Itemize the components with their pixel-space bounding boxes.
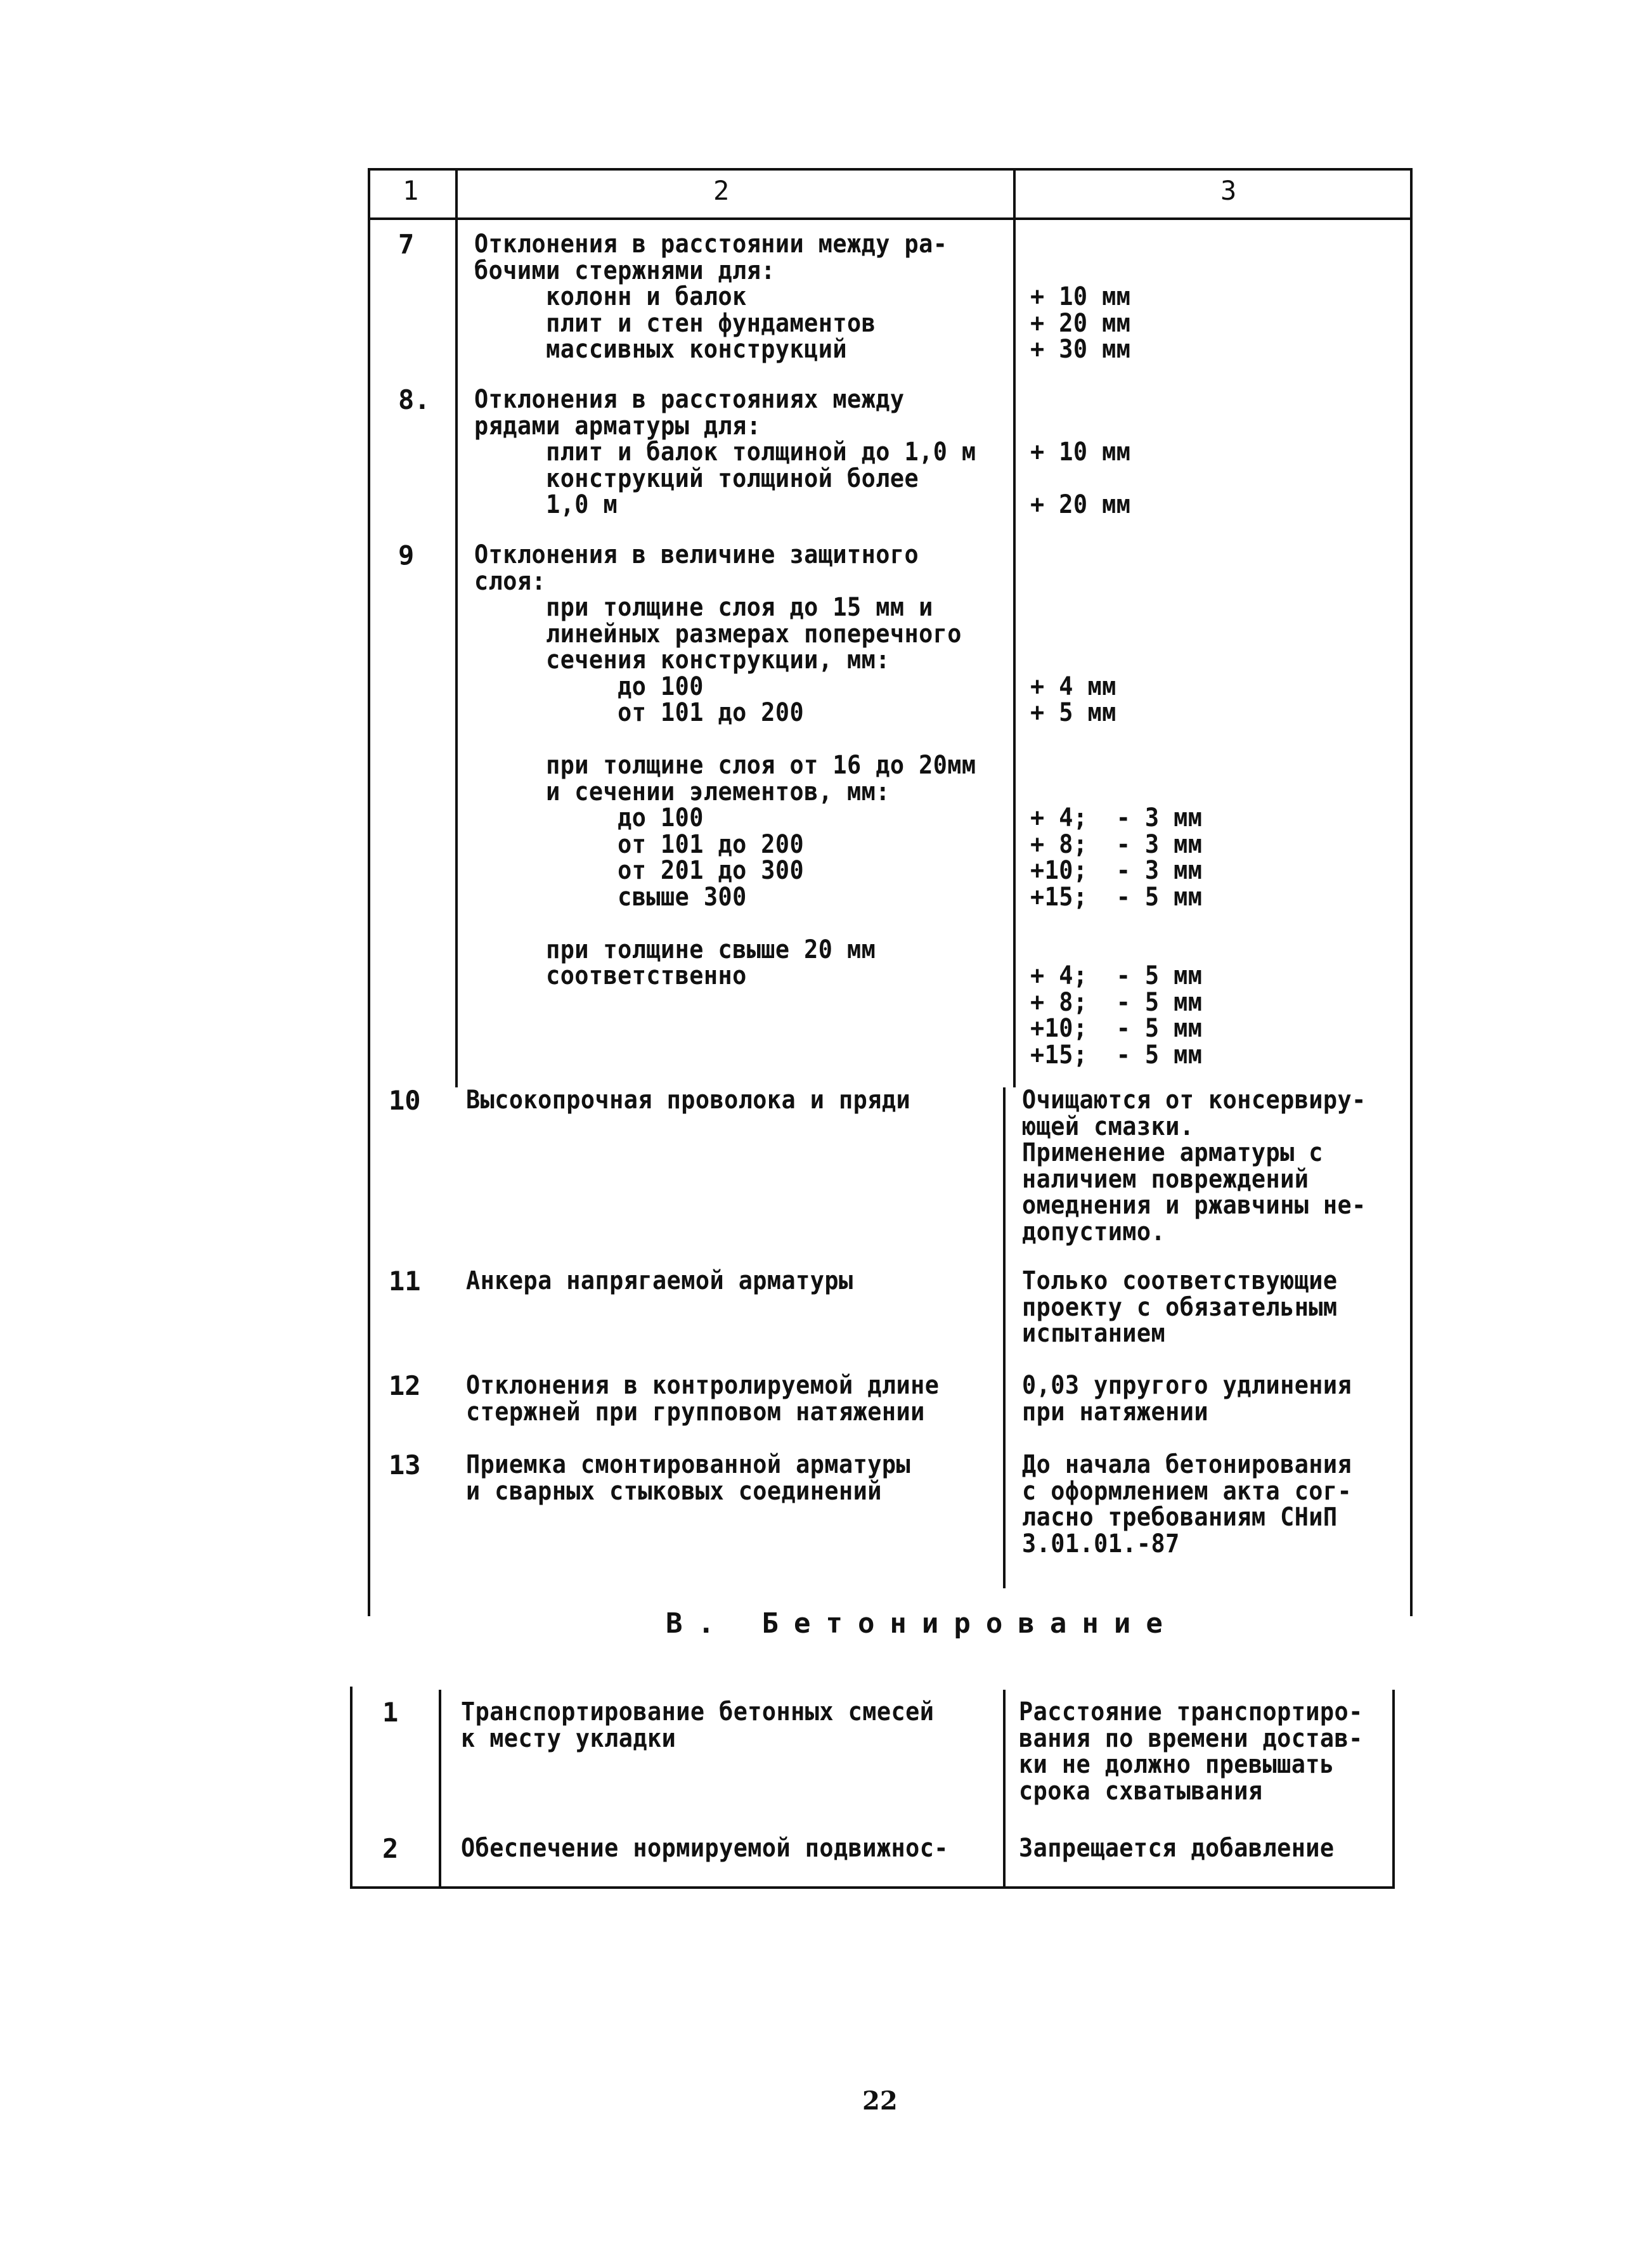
row-description: Анкера напрягаемой арматуры — [466, 1266, 853, 1295]
section-title: В. Бетонирование — [666, 1607, 1178, 1640]
row-description: Отклонения в расстоянии между ра- бочими стержнями для: колонн и балок плит и стен фундаментов массивных конструкций — [474, 230, 948, 364]
row-description: Обеспечение нормируемой подвижнос- — [461, 1834, 948, 1863]
row-description: Приемка смонтированной арматуры и сварных стыковых соединений — [466, 1450, 911, 1506]
row-value: До начала бетонирования с оформлением акта сог- ласно требованиям СНиП 3.01.01.-87 — [1022, 1450, 1352, 1558]
row-value: 0,03 упругого удлинения при натяжении — [1022, 1371, 1352, 1427]
column-divider — [439, 1690, 441, 1886]
row-description: Транспортирование бетонных смесей к месту укладки — [461, 1697, 935, 1753]
row-value: + 10 мм + 20 мм + 30 мм — [1030, 282, 1131, 364]
row-value: Очищаются от консервиру- ющей смазки. Применение арматуры с наличием повреждений омеднения и ржавчины не- допустимо. — [1022, 1085, 1366, 1247]
column-header-3: 3 — [1220, 175, 1237, 206]
row-number: 1 — [382, 1697, 399, 1728]
row-number: 2 — [382, 1833, 399, 1864]
column-divider — [1003, 1087, 1006, 1588]
row-number: 9 — [398, 540, 415, 571]
column-divider — [1013, 219, 1016, 1087]
row-description: Высокопрочная проволока и пряди — [466, 1085, 911, 1115]
column-header-2: 2 — [713, 175, 730, 206]
row-number: 11 — [389, 1266, 421, 1297]
row-number: 12 — [389, 1370, 421, 1401]
row-value: + 10 мм + 20 мм — [1030, 437, 1131, 519]
column-divider — [455, 168, 458, 219]
column-divider — [1003, 1690, 1006, 1886]
column-divider — [1013, 168, 1016, 219]
row-number: 13 — [389, 1449, 421, 1481]
row-number: 7 — [398, 229, 415, 260]
row-number: 8. — [398, 384, 430, 415]
row-value: Расстояние транспортиро- вания по времени достав- ки не должно превышать срока схватывания — [1019, 1697, 1363, 1806]
row-value: Запрещается добавление — [1019, 1834, 1335, 1863]
row-description: Отклонения в контролируемой длине стержней при групповом натяжении — [466, 1371, 940, 1427]
row-description: Отклонения в величине защитного слоя: при толщине слоя до 15 мм и линейных размерах поперечного сечения конструкции, мм: до 100 от 101 до 200 при толщине слоя от 16 до 20мм и сечении элементов, мм: до 100 от 101 до 200 от 201 до 300 свыше 300 при толщине свыше 20 мм соответственно — [474, 540, 976, 990]
column-header-1: 1 — [403, 175, 419, 206]
column-divider — [350, 1687, 353, 1690]
row-description: Отклонения в расстояниях между рядами арматуры для: плит и балок толщиной до 1,0 м конструкций толщиной более 1,0 м — [474, 385, 976, 519]
row-value: Только соответствующие проекту с обязательным испытанием — [1022, 1266, 1338, 1348]
row-value: + 4 мм + 5 мм + 4; - 3 мм + 8; - 3 мм +10; - 3 мм +15; - 5 мм + 4; - 5 мм + 8; - 5 мм +10; - 5 мм +15; - 5 мм — [1030, 671, 1203, 1070]
page-number: 22 — [862, 2086, 898, 2116]
row-number: 10 — [389, 1085, 421, 1116]
header-divider — [368, 217, 1413, 220]
column-divider — [455, 219, 458, 1087]
